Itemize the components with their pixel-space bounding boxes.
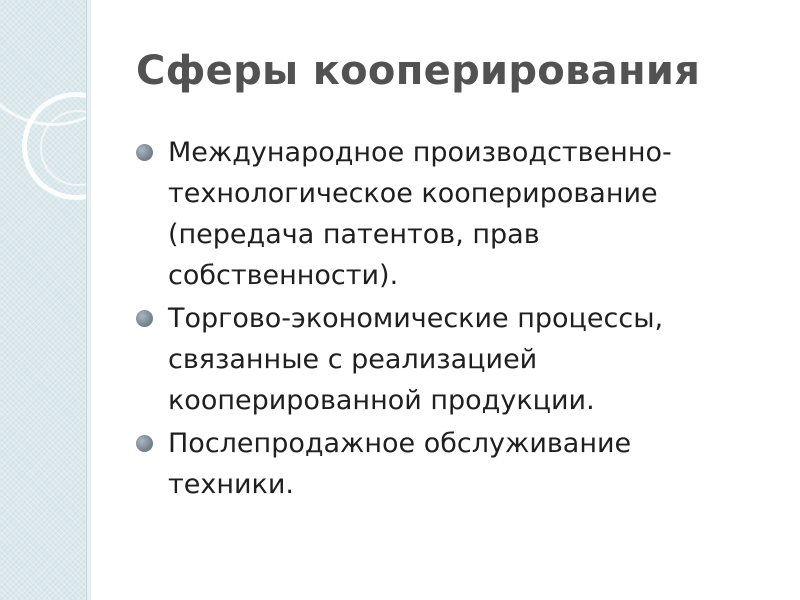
bullet-item bbox=[136, 132, 756, 296]
bullet-item bbox=[136, 423, 756, 505]
bullet-dot-icon bbox=[136, 144, 153, 161]
slide-title: Сферы кооперирования bbox=[136, 48, 701, 94]
bullet-item bbox=[136, 298, 756, 421]
bullet-text: Послепродажное обслуживание техники. bbox=[168, 428, 632, 500]
bullet-dot-icon bbox=[136, 310, 153, 327]
bullet-dot-icon bbox=[136, 435, 153, 452]
bullet-text: Международное производственно-технологическое кооперирование (передача патентов, прав собственности). bbox=[168, 137, 672, 291]
side-band-edge bbox=[86, 0, 91, 600]
decorative-side-band bbox=[0, 0, 86, 600]
bullet-list bbox=[136, 132, 756, 507]
bullet-text: Торгово-экономические процессы, связанные с реализацией кооперированной продукции. bbox=[168, 303, 664, 416]
